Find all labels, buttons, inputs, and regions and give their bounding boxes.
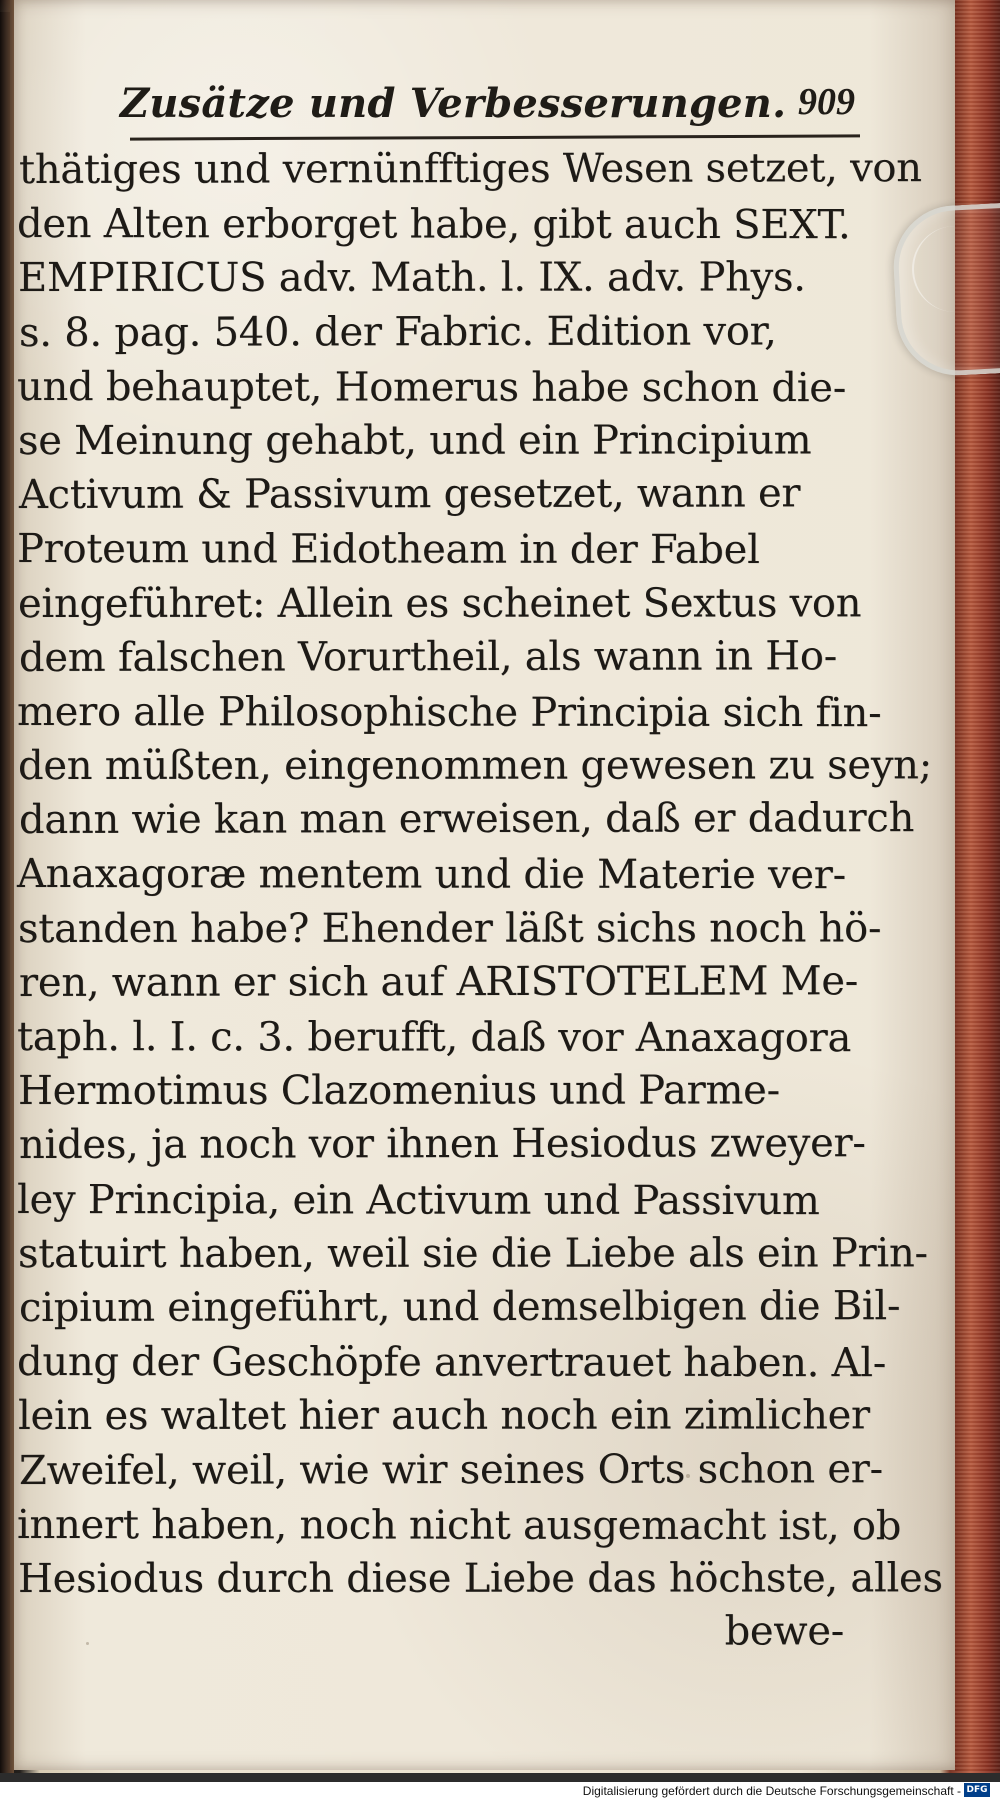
- paper-speck: [86, 1642, 89, 1645]
- text-line: Activum & Passivum gesetzet, wann er: [18, 470, 801, 519]
- text-line: taph. l. I. c. 3. berufft, daß vor Anaxagora: [16, 1014, 852, 1062]
- text-line: Zweifel, weil, wie wir seines Orts schon er-: [18, 1445, 883, 1494]
- text-line: ren, wann er sich auf ARISTOTELEM Me-: [18, 958, 859, 1006]
- text-line: s. 8. pag. 540. der Fabric. Edition vor,: [18, 307, 777, 356]
- text-line: dung der Geschöpfe anvertrauet haben. Al-: [16, 1339, 887, 1387]
- dfg-logo: DFG: [964, 1783, 990, 1797]
- text-line: thätiges und vernünfftiges Wesen setzet, von: [18, 145, 922, 193]
- text-line: nides, ja noch vor ihnen Hesiodus zweyer-: [18, 1120, 866, 1169]
- text-line: Proteum und Eidotheam in der Fabel: [16, 526, 760, 574]
- text-line: EMPIRICUS adv. Math. l. IX. adv. Phys.: [17, 254, 806, 302]
- text-line: se Meinung gehabt, und ein Principium: [17, 417, 812, 464]
- digitization-credit: Digitalisierung gefördert durch die Deutsche Forschungsgemeinschaft -: [582, 1784, 961, 1798]
- paper-speck: [258, 1210, 263, 1214]
- page-header: [120, 80, 855, 142]
- text-line: Hermotimus Clazomenius und Parme-: [17, 1067, 780, 1115]
- text-line: den Alten erborget habe, gibt auch SEXT.: [16, 201, 851, 249]
- text-line: statuirt haben, weil sie die Liebe als ein Prin-: [17, 1230, 928, 1277]
- text-line: mero alle Philosophische Principia sich fin-: [16, 688, 882, 737]
- page-number: 909: [798, 81, 855, 123]
- header-rule: [130, 134, 860, 140]
- page-clip-highlight: [912, 226, 1000, 312]
- paper-speck: [686, 1474, 690, 1478]
- catchword: bewe-: [724, 1608, 845, 1655]
- text-line: den müßten, eingenommen gewesen zu seyn;: [17, 742, 932, 790]
- text-line: Anaxagoræ mentem und die Materie ver-: [16, 851, 846, 899]
- text-line: dann wie kan man erweisen, daß er dadurch: [18, 795, 915, 844]
- text-line: Hesiodus durch diese Liebe das höchste, alles: [17, 1555, 943, 1602]
- text-line: ley Principia, ein Activum und Passivum: [16, 1176, 820, 1224]
- text-line: dem falschen Vorurtheil, als wann in Ho-: [18, 632, 838, 681]
- body-text: [16, 143, 943, 1660]
- text-line: lein es waltet hier auch noch ein zimlicher: [17, 1392, 870, 1440]
- text-line: standen habe? Ehender läßt sichs noch hö-: [17, 905, 882, 952]
- text-line: eingeführet: Allein es scheinet Sextus von: [17, 579, 862, 627]
- binding-shadow: [0, 0, 14, 1773]
- text-line: innert haben, noch nicht ausgemacht ist, ob: [16, 1501, 902, 1549]
- running-head: Zusätze und Verbesserungen.: [120, 80, 787, 127]
- text-line: und behauptet, Homerus habe schon die-: [16, 363, 847, 411]
- text-line: cipium eingeführt, und demselbigen die Bil-: [18, 1283, 901, 1331]
